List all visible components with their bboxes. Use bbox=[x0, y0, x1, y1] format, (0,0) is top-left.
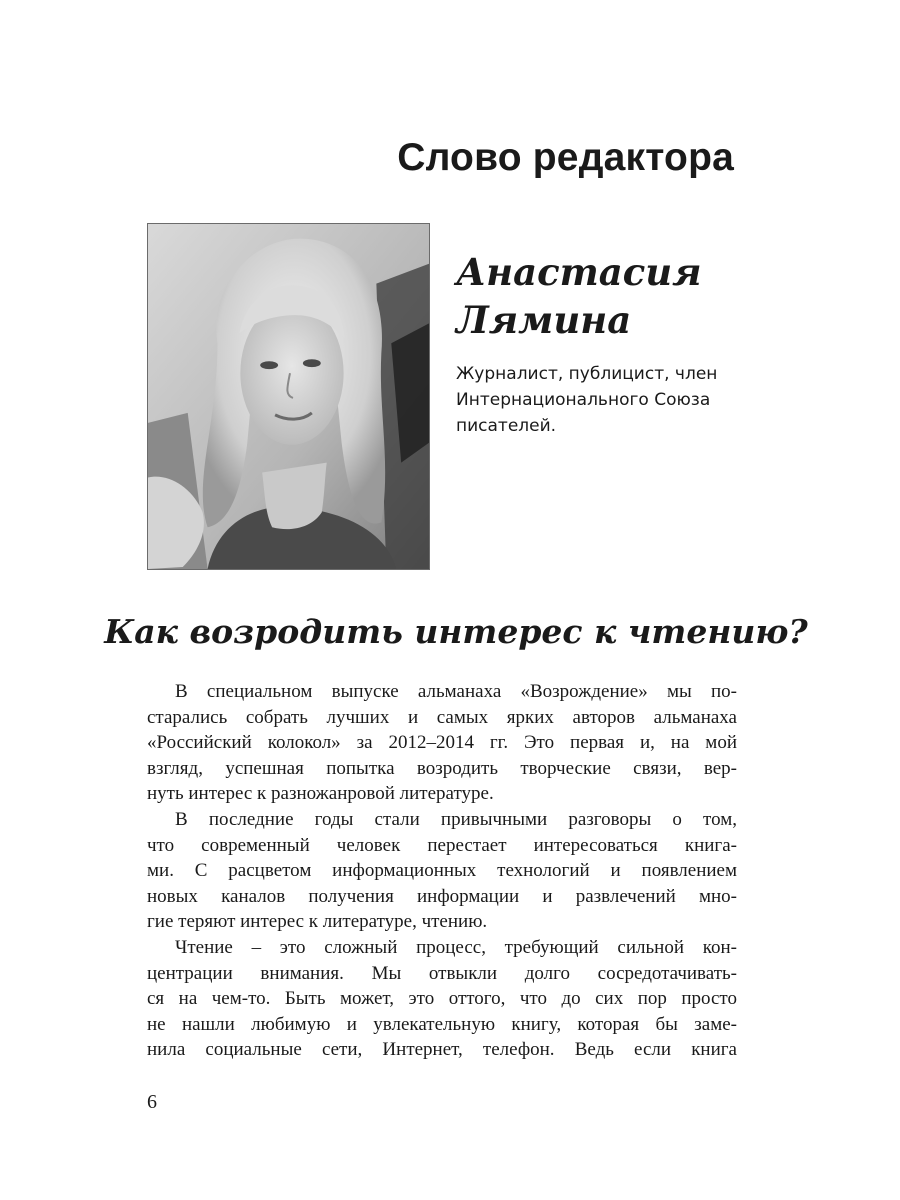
author-first-name: Анастасия bbox=[456, 250, 702, 294]
author-bio-line: Журналист, публицист, член bbox=[456, 364, 718, 384]
body-line: «Российский колокол» за 2012–2014 гг. Это первая и, на мой bbox=[147, 732, 737, 754]
body-line: В специальном выпуске альманаха «Возрождение» мы по- bbox=[175, 681, 737, 702]
article-heading: Как возродить интерес к чтению? bbox=[104, 612, 808, 651]
body-line: не нашли любимую и увлекательную книгу, которая бы заме- bbox=[147, 1013, 737, 1035]
author-bio-line: Интернационального Союза bbox=[456, 390, 711, 410]
author-last-name: Лямина bbox=[456, 298, 632, 342]
author-name bbox=[456, 248, 702, 344]
author-photo-illustration bbox=[148, 224, 429, 569]
author-bio-line: писателей. bbox=[456, 416, 557, 436]
body-line: взгляд, успешная попытка возродить творческие связи, вер- bbox=[147, 757, 737, 779]
body-line: центрации внимания. Мы отвыкли долго сосредотачивать- bbox=[147, 962, 737, 984]
article-body bbox=[147, 679, 737, 1063]
body-line: старались собрать лучших и самых ярких авторов альманаха bbox=[147, 706, 737, 728]
body-line: нуть интерес к разножанровой литературе. bbox=[147, 783, 494, 805]
section-title: Слово редактора bbox=[397, 136, 734, 179]
body-line: новых каналов получения информации и развлечений мно- bbox=[147, 885, 737, 907]
body-line: ми. С расцветом информационных технологий и появлением bbox=[147, 860, 737, 882]
body-line: Чтение – это сложный процесс, требующий сильной кон- bbox=[175, 936, 737, 958]
page-number: 6 bbox=[147, 1091, 157, 1113]
body-line: нила социальные сети, Интернет, телефон. Ведь если книга bbox=[147, 1039, 737, 1061]
body-line: что современный человек перестает интересоваться книга- bbox=[147, 834, 737, 856]
body-line: В последние годы стали привычными разговоры о том, bbox=[175, 808, 737, 830]
author-photo bbox=[147, 223, 430, 570]
author-bio bbox=[456, 361, 746, 439]
body-line: ся на чем-то. Быть может, это оттого, что до сих пор просто bbox=[147, 988, 737, 1010]
body-line: гие теряют интерес к литературе, чтению. bbox=[147, 911, 488, 933]
